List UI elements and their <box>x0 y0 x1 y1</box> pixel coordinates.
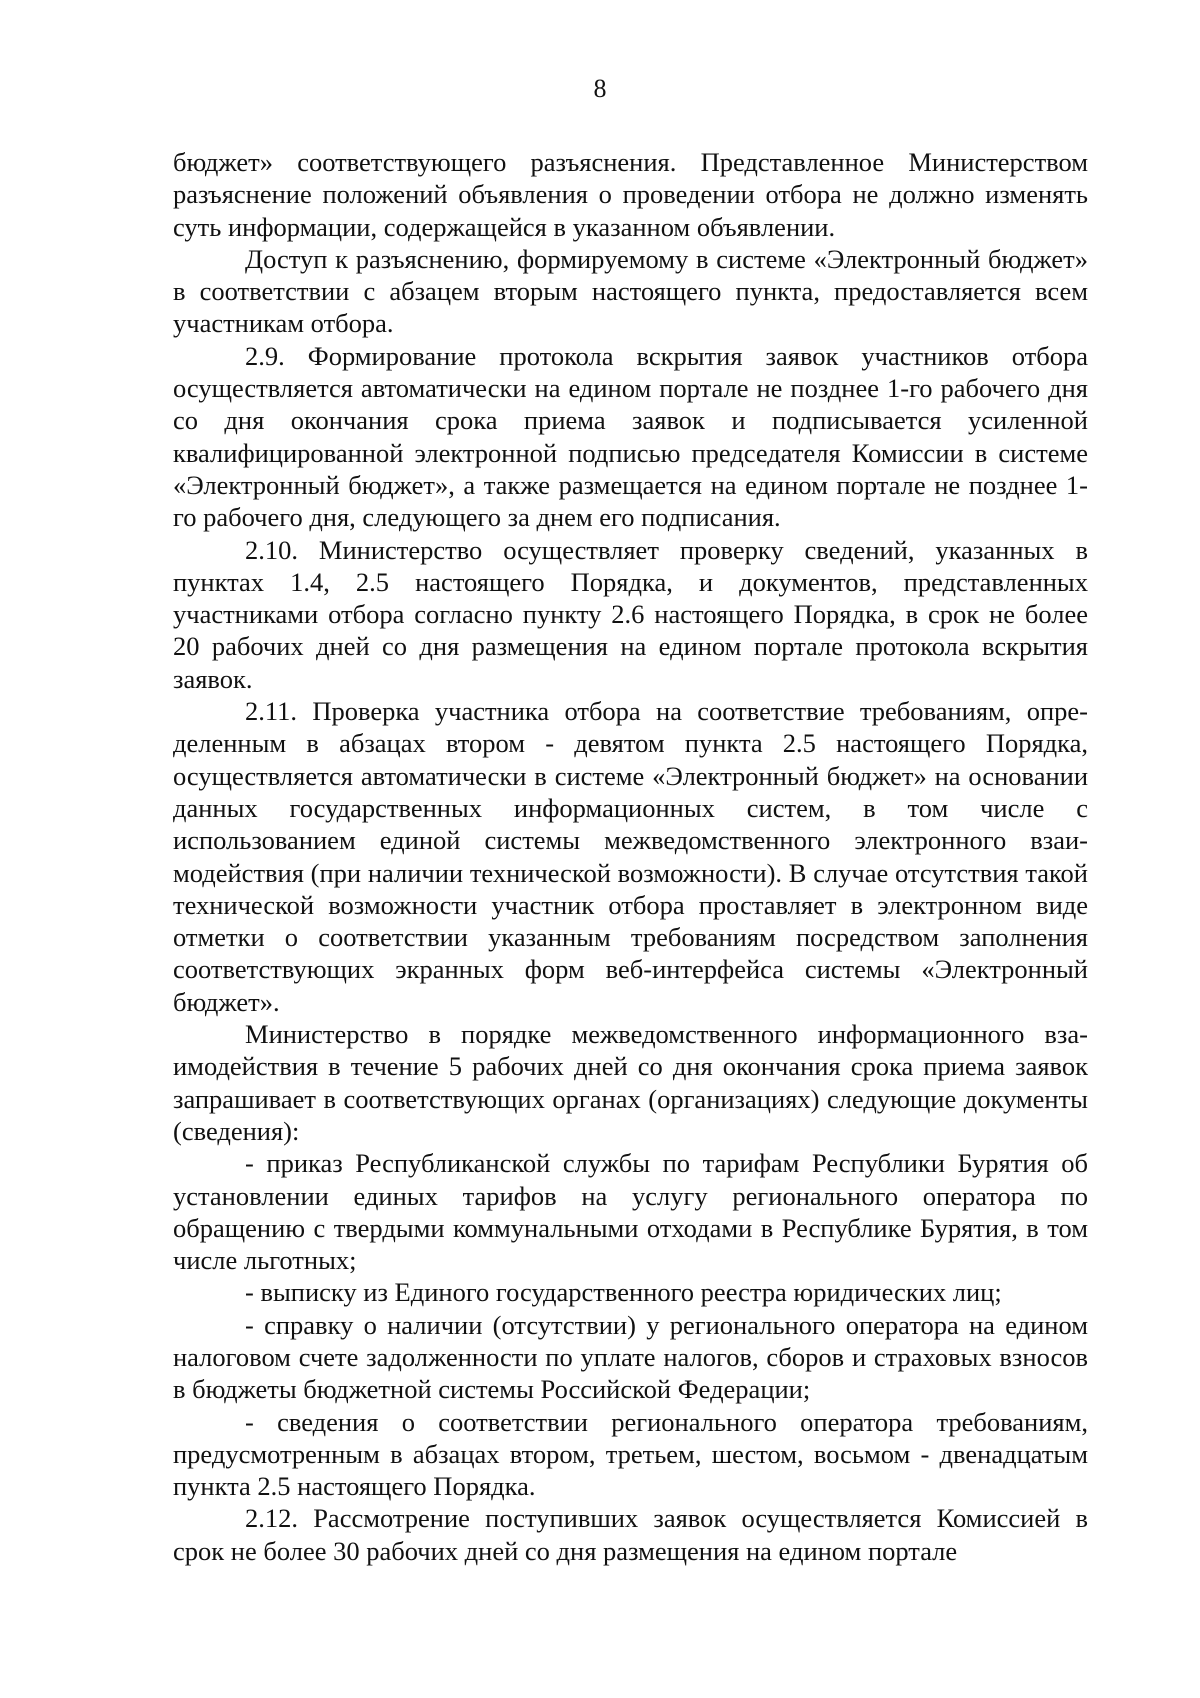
paragraph-1: бюджет» соответствующего разъяснения. Представленное Министерством разъяснение положений объявления о проведении отбора не должно изменять суть информации, содержащейся в указанном объявлении. <box>173 147 1088 242</box>
paragraph-clause-2-9: 2.9. Формирование протокола вскрытия заявок участников отбора осуществляется автоматически на едином портале не позднее 1-го рабочего дня со дня окончания срока приема заявок и подписывается усиленной квалифицированной электронной подписью председателя Комиссии в системе «Электронный бюджет», а также размещается на едином портале не позднее 1-го рабочего дня, следующего за днем его подписания. <box>173 340 1088 533</box>
page-number: 8 <box>593 74 607 103</box>
paragraph-ministry-request: Министерство в порядке межведомственного информационного взаимодействия в течение 5 рабочих дней со дня окончания срока приема заявок запрашивает в соответствующих органах (организациях) следующие документы (сведения): <box>173 1019 1088 1146</box>
paragraph-2: Доступ к разъяснению, формируемому в системе «Электронный бюджет» в соответствии с абзацем вторым настоящего пункта, предоставляется всем участникам отбора. <box>173 243 1088 339</box>
list-item-tariff-order: - приказ Республиканской службы по тарифам Республики Бурятия об установлении единых тарифов на услугу регионального оператора по обращению с твердыми коммунальными отходами в Республике Бурятия, в том числе льготных; <box>173 1148 1088 1276</box>
list-item-compliance-info: - сведения о соответствии регионального оператора требованиям, предусмотренным в абзацах втором, третьем, шестом, восьмом - двенадцатым пункта 2.5 настоящего Порядка. <box>173 1406 1088 1502</box>
paragraph-clause-2-12: 2.12. Рассмотрение поступивших заявок осуществляется Комиссией в срок не более 30 рабочих дней со дня размещения на едином портале <box>173 1503 1088 1566</box>
list-item-registry-extract: - выписку из Единого государственного реестра юридических лиц; <box>245 1277 1002 1308</box>
paragraph-clause-2-10: 2.10. Министерство осуществляет проверку сведений, указанных в пунктах 1.4, 2.5 настоящего Порядка, и документов, представленных участниками отбора согласно пункту 2.6 настоящего Порядка, в срок не более 20 рабочих дней со дня размещения на едином портале протокола вскрытия заявок. <box>173 534 1088 694</box>
paragraph-clause-2-11: 2.11. Проверка участника отбора на соответствие требованиям, определенным в абзацах втором - девятом пункта 2.5 настоящего Порядка, осуществляется автоматически в системе «Электронный бюджет» на основании данных государственных информационных систем, в том числе с использованием единой системы межведомственного электронного взаимодействия (при наличии технической возможности). В случае отсутствия такой технической возможности участник отбора проставляет в электронном виде отметки о соответствии указанным требованиям посредством заполнения соответствующих экранных форм веб-интерфейса системы «Электронный бюджет». <box>173 696 1088 1017</box>
list-item-tax-certificate: - справку о наличии (отсутствии) у регионального оператора на едином налоговом счете задолженности по уплате налогов, сборов и страховых взносов в бюджеты бюджетной системы Российской Федерации; <box>173 1309 1088 1405</box>
document-body <box>173 146 1088 1567</box>
